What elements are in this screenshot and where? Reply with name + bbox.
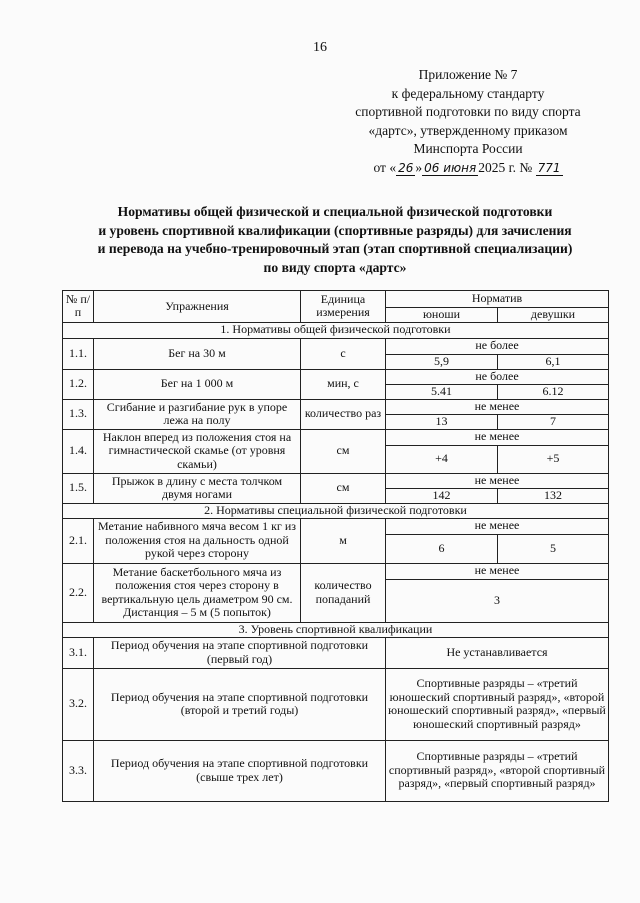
value-girls: 132 [498,488,609,503]
norm-condition: не менее [386,429,609,445]
value-boys: 5.41 [386,384,498,399]
title-line: Нормативы общей физической и специальной физической подготовки [117,204,553,219]
appendix-line: Приложение № 7 [418,67,518,82]
norm-condition: не менее [386,473,609,488]
qualification-period: Период обучения на этапе спортивной подготовки (первый год) [94,637,386,668]
header-exercise: Упражнения [94,291,301,323]
header-boys: юноши [386,308,498,323]
exercise-name: Сгибание и разгибание рук в упоре лежа на полу [94,399,301,429]
section-heading: 3. Уровень спортивной квалификации [63,622,609,637]
standards-table [62,290,609,802]
value-both: 3 [386,579,609,622]
exercise-name: Прыжок в длину с места толчком двумя ногами [94,473,301,503]
row-number: 3.2. [63,668,94,740]
row-number: 1.1. [63,338,94,369]
qualification-value: Не устанавливается [386,637,609,668]
exercise-name: Бег на 1 000 м [94,369,301,399]
value-girls: +5 [498,445,609,473]
qualification-period: Период обучения на этапе спортивной подготовки (второй и третий годы) [94,668,386,740]
qualification-value: Спортивные разряды – «третий юношеский спортивный разряд», «второй юношеский спортивный разряд», «первый юношеский спортивный разряд» [386,668,609,740]
unit: с [301,338,386,369]
value-boys: 142 [386,488,498,503]
date-year: 2025 г. № [478,159,533,175]
handwritten-number: 771 [537,160,561,175]
exercise-name: Метание баскетбольного мяча из положения стоя через сторону в вертикальную цель диаметром 90 см. Дистанция – 5 м (5 попыток) [94,563,301,622]
norm-condition: не более [386,338,609,354]
value-girls: 6,1 [498,354,609,369]
appendix-line: Минспорта России [413,141,523,156]
appendix-block [330,66,606,177]
handwritten-month: 06 июня [424,160,477,175]
unit: см [301,473,386,503]
unit: количество раз [301,399,386,429]
unit: мин, с [301,369,386,399]
header-norm: Норматив [386,291,609,308]
title-line: по виду спорта «дартс» [263,259,407,275]
date-prefix: от « [373,159,397,175]
value-boys: 6 [386,534,498,563]
value-boys: +4 [386,445,498,473]
document-title [60,203,610,277]
appendix-line: спортивной подготовки по виду спорта [355,104,581,119]
header-unit: Единица измерения [301,291,386,323]
header-number: № п/п [63,291,94,323]
qualification-value: Спортивные разряды – «третий спортивный разряд», «второй спортивный разряд», «первый спортивный разряд» [386,740,609,801]
appendix-date-line [330,159,606,178]
value-boys: 13 [386,414,498,429]
value-boys: 5,9 [386,354,498,369]
exercise-name: Бег на 30 м [94,338,301,369]
row-number: 1.3. [63,399,94,429]
date-mid: » [415,159,423,175]
norm-condition: не менее [386,399,609,414]
norm-condition: не более [386,369,609,384]
value-girls: 5 [498,534,609,563]
handwritten-day: 26 [398,160,414,175]
value-girls: 6.12 [498,384,609,399]
row-number: 1.5. [63,473,94,503]
appendix-line: «дартс», утвержденному приказом [368,122,568,138]
row-number: 2.2. [63,563,94,622]
value-girls: 7 [498,414,609,429]
unit: см [301,429,386,473]
row-number: 3.1. [63,637,94,668]
row-number: 2.1. [63,518,94,563]
row-number: 1.2. [63,369,94,399]
unit: количество попаданий [301,563,386,622]
row-number: 3.3. [63,740,94,801]
page-number: 16 [313,40,327,55]
exercise-name: Наклон вперед из положения стоя на гимнастической скамье (от уровня скамьи) [94,429,301,473]
section-heading: 2. Нормативы специальной физической подготовки [63,503,609,518]
header-girls: девушки [498,308,609,323]
norm-condition: не менее [386,518,609,534]
appendix-line: к федеральному стандарту [391,85,545,101]
unit: м [301,518,386,563]
title-line: и уровень спортивной квалификации (спортивные разряды) для зачисления [98,222,572,238]
qualification-period: Период обучения на этапе спортивной подготовки (свыше трех лет) [94,740,386,801]
norm-condition: не менее [386,563,609,579]
row-number: 1.4. [63,429,94,473]
exercise-name: Метание набивного мяча весом 1 кг из положения стоя на дальность одной рукой через сторону [94,518,301,563]
title-line: и перевода на учебно-тренировочный этап (этап спортивной специализации) [97,241,573,257]
section-heading: 1. Нормативы общей физической подготовки [63,322,609,338]
